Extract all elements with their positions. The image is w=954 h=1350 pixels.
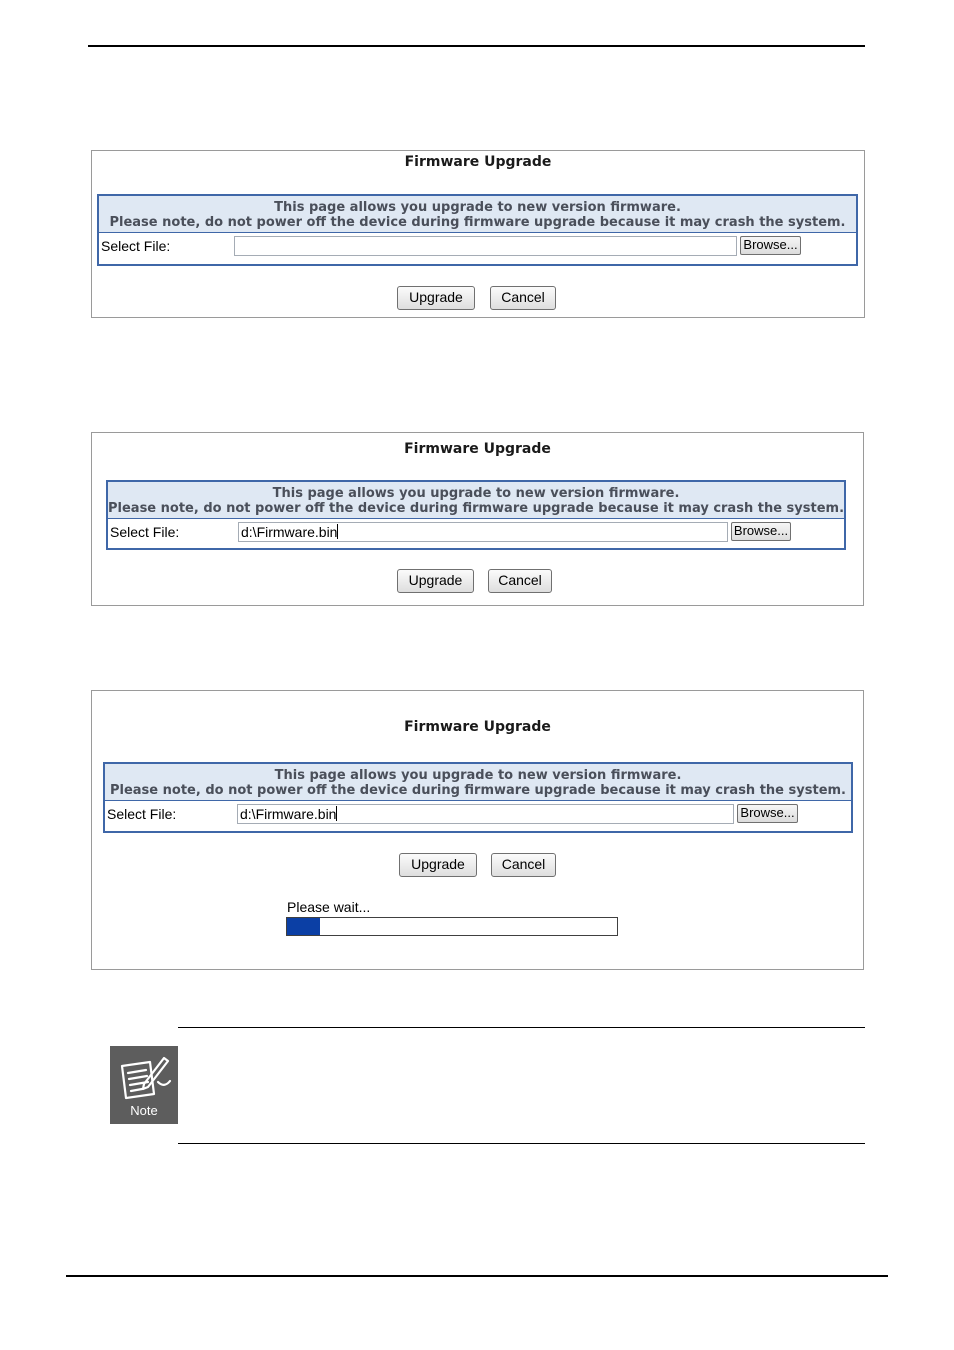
firmware-panel-selected <box>91 432 864 606</box>
cancel-button[interactable]: Cancel <box>490 286 556 310</box>
note-bottom-rule <box>178 1143 865 1144</box>
upload-progress-fill <box>287 918 320 935</box>
file-path-input[interactable] <box>234 236 737 256</box>
cancel-button[interactable]: Cancel <box>491 853 556 877</box>
info-line-2: Please note, do not power off the device during firmware upgrade because it may crash the system. <box>108 501 845 516</box>
info-message <box>99 196 856 233</box>
note-label: Note <box>130 1103 158 1118</box>
select-file-label: Select File: <box>107 806 177 822</box>
file-path-value: d:\Firmware.bin <box>241 524 338 540</box>
info-line-1: This page allows you upgrade to new version firmware. <box>274 200 681 215</box>
info-message <box>108 482 844 519</box>
info-line-1: This page allows you upgrade to new version firmware. <box>272 486 680 501</box>
note-icon <box>110 1046 178 1124</box>
upgrade-button[interactable]: Upgrade <box>399 853 477 877</box>
please-wait-label: Please wait... <box>287 899 371 915</box>
upload-progress-bar <box>286 917 618 936</box>
file-path-value: d:\Firmware.bin <box>240 806 337 822</box>
browse-button[interactable]: Browse... <box>740 236 801 255</box>
upgrade-form-box <box>103 762 853 833</box>
panel-title: Firmware Upgrade <box>404 154 552 170</box>
browse-button[interactable]: Browse... <box>731 522 791 541</box>
select-file-row <box>108 519 844 544</box>
upgrade-button[interactable]: Upgrade <box>397 286 475 310</box>
info-line-2: Please note, do not power off the device during firmware upgrade because it may crash the system. <box>109 783 846 798</box>
panel-title: Firmware Upgrade <box>404 719 551 735</box>
text-caret <box>337 524 338 539</box>
top-rule <box>88 45 865 47</box>
select-file-row <box>105 801 851 826</box>
file-path-input[interactable] <box>237 804 734 824</box>
upgrade-form-box <box>106 480 846 550</box>
select-file-label: Select File: <box>101 238 171 254</box>
select-file-label: Select File: <box>110 524 180 540</box>
text-caret <box>336 806 337 821</box>
firmware-panel-empty <box>91 150 865 318</box>
upgrade-button[interactable]: Upgrade <box>397 569 474 593</box>
upgrade-form-box <box>97 194 858 266</box>
info-line-2: Please note, do not power off the device during firmware upgrade because it may crash the system. <box>109 215 846 230</box>
info-line-1: This page allows you upgrade to new version firmware. <box>274 768 682 783</box>
panel-title: Firmware Upgrade <box>404 441 551 457</box>
info-message <box>105 764 851 801</box>
firmware-panel-uploading <box>91 690 864 970</box>
select-file-row <box>99 233 856 258</box>
browse-button[interactable]: Browse... <box>737 804 798 823</box>
note-top-rule <box>178 1027 865 1028</box>
cancel-button[interactable]: Cancel <box>488 569 552 593</box>
bottom-rule <box>66 1275 888 1277</box>
file-path-input[interactable] <box>238 522 728 542</box>
